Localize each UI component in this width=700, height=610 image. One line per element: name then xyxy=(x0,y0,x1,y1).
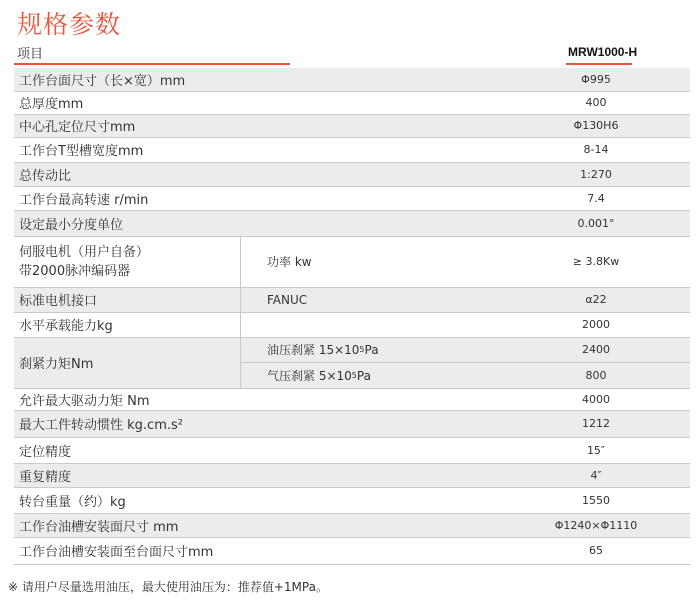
air-clamp-value: 800 xyxy=(585,369,607,382)
column-divider xyxy=(240,236,241,388)
spec-row xyxy=(14,463,690,487)
spec-label: 工作台油槽安装面至台面尺寸mm xyxy=(19,545,214,560)
spec-row xyxy=(14,388,690,410)
spec-label: 转台重量（约）kg xyxy=(19,494,126,510)
spec-value: 0.001° xyxy=(577,216,615,230)
spec-row xyxy=(14,91,690,114)
spec-value: 8-14 xyxy=(583,143,609,156)
motor-interface-label: 标准电机接口 xyxy=(19,294,98,309)
spec-label: 工作台面尺寸（长×宽）mm xyxy=(19,74,186,89)
motor-interface-type: FANUC xyxy=(267,292,308,307)
row-divider xyxy=(14,513,690,514)
spec-label: 允许最大驱动力矩 Nm xyxy=(19,393,150,409)
spec-label: 工作台最高转速 r/min xyxy=(19,192,149,208)
oil-clamp-label: 油压刹紧 15×10 5 Pa xyxy=(267,342,379,357)
spec-label: 中心孔定位尺寸mm xyxy=(19,120,136,135)
spec-row xyxy=(14,487,690,513)
row-divider xyxy=(14,537,690,538)
spec-value: 1212 xyxy=(582,417,610,430)
oil-clamp-value: 2400 xyxy=(582,343,610,356)
servo-power-value: ≥ 3.8Kw xyxy=(572,255,620,268)
spec-value: 1550 xyxy=(582,493,610,507)
spec-label: 总厚度mm xyxy=(19,97,84,112)
horizontal-load-value: 2000 xyxy=(582,318,610,331)
spec-row xyxy=(14,513,690,537)
spec-value: 7.4 xyxy=(587,191,605,205)
motor-interface-row xyxy=(14,287,690,312)
row-divider xyxy=(14,564,690,565)
spec-row xyxy=(14,410,690,437)
row-divider xyxy=(14,162,690,163)
model-column-header: MRW1000-H xyxy=(568,45,638,59)
motor-interface-value: α22 xyxy=(585,293,607,306)
horizontal-load-label: 水平承载能力kg xyxy=(19,319,113,334)
row-divider xyxy=(14,91,690,92)
spec-value: 400 xyxy=(585,96,607,109)
spec-row xyxy=(14,162,690,186)
air-clamp-label: 气压刹紧 5×10 5 Pa xyxy=(267,368,371,383)
servo-label-line2: 带2000脉冲编码器 xyxy=(19,264,131,279)
air-clamp-unit: Pa xyxy=(356,368,371,383)
row-divider xyxy=(14,186,690,187)
servo-power-label: 功率 kw xyxy=(267,255,312,269)
servo-label xyxy=(19,242,149,282)
spec-value: 1:270 xyxy=(580,167,612,181)
row-divider xyxy=(14,437,690,438)
row-divider xyxy=(14,137,690,138)
row-divider xyxy=(14,210,690,211)
clamping-label: 刹紧力矩Nm xyxy=(19,357,94,372)
spec-label: 定位精度 xyxy=(19,444,72,460)
spec-row xyxy=(14,137,690,162)
row-divider xyxy=(14,114,690,115)
spec-label: 最大工件转动惯性 kg.cm.s² xyxy=(19,418,183,433)
spec-row xyxy=(14,437,690,463)
spec-row xyxy=(14,68,690,91)
servo-row xyxy=(14,236,690,287)
oil-clamp-text: 油压刹紧 15×10 xyxy=(267,343,360,357)
row-divider xyxy=(14,287,690,288)
spec-value: 4″ xyxy=(590,468,602,482)
oil-clamp-unit: Pa xyxy=(364,342,379,357)
item-column-header: 项目 xyxy=(17,47,44,62)
spec-label: 工作台油槽安装面尺寸 mm xyxy=(19,519,179,535)
model-accent-line xyxy=(566,63,632,65)
row-divider xyxy=(14,463,690,464)
spec-row xyxy=(14,114,690,137)
spec-row xyxy=(14,537,690,564)
row-divider xyxy=(240,362,690,363)
servo-label-line1: 伺服电机（用户自备） xyxy=(19,245,150,260)
row-divider xyxy=(14,236,690,237)
row-divider xyxy=(14,312,690,313)
page-title: 规格参数 xyxy=(17,10,122,39)
air-clamp-text: 气压刹紧 5×10 xyxy=(267,369,352,383)
spec-label: 总传动比 xyxy=(19,168,72,184)
footnote: ※ 请用户尽量选用油压，最大使用油压为：推荐值+1MPa。 xyxy=(8,580,328,594)
spec-value: Φ1240×Φ1110 xyxy=(554,518,638,532)
row-divider xyxy=(14,410,690,411)
spec-value: 4000 xyxy=(582,392,610,406)
spec-label: 重复精度 xyxy=(19,469,72,485)
row-divider xyxy=(14,487,690,488)
spec-label: 设定最小分度单位 xyxy=(19,217,124,233)
spec-value: Φ995 xyxy=(581,73,611,86)
spec-row xyxy=(14,186,690,210)
spec-label: 工作台T型槽宽度mm xyxy=(19,144,144,159)
spec-value: 15″ xyxy=(586,443,606,457)
spec-value: 65 xyxy=(589,544,603,557)
spec-row xyxy=(14,210,690,236)
header-accent-line xyxy=(14,63,290,65)
row-divider xyxy=(14,337,690,338)
row-divider xyxy=(14,388,690,389)
horizontal-load-row xyxy=(14,312,690,337)
spec-value: Φ130H6 xyxy=(573,119,619,132)
